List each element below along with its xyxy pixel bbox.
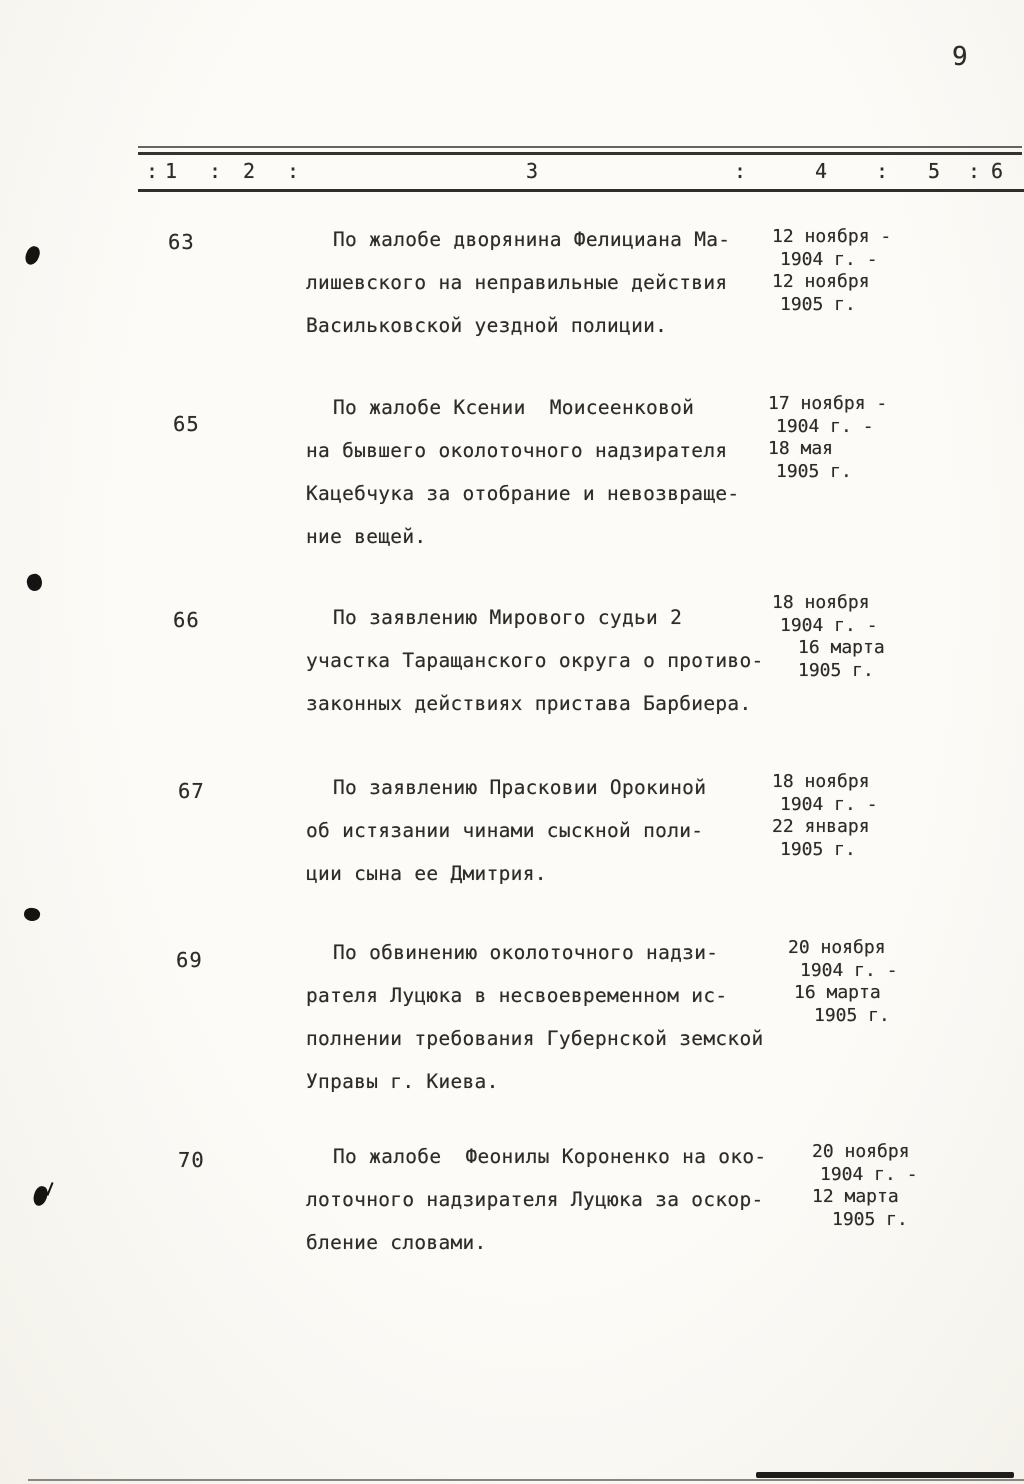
date-line: 1904 г. - [800, 959, 898, 981]
entry-dates [788, 937, 898, 1027]
header-rule-top-thin [138, 146, 1022, 148]
entry-text-line: По жалобе дворянина Фелициана Ма- [333, 228, 731, 251]
entry-text-line: Васильковской уездной полиции. [306, 314, 668, 337]
entry-text-line: ние вещей. [306, 525, 427, 548]
date-line: 1904 г. - [780, 248, 878, 270]
date-line: 18 ноября [772, 771, 870, 792]
date-line: 16 марта [794, 982, 881, 1003]
entry-dates [772, 226, 891, 316]
column-separator: : [734, 159, 747, 183]
entry-text-line: По заявлению Мирового судьи 2 [333, 606, 683, 629]
date-line: 1904 г. - [780, 614, 878, 636]
header-rule-bottom [138, 189, 1024, 192]
date-line: 16 марта [798, 637, 885, 658]
entry-number: 65 [173, 412, 200, 436]
entry-text [306, 931, 764, 1103]
date-line: 1905 г. [780, 293, 856, 315]
date-line: 18 ноября [772, 592, 870, 613]
ink-stroke [46, 1182, 53, 1196]
column-separator: : [209, 159, 222, 183]
entry-text-line: бление словами. [306, 1231, 487, 1254]
column-label-6: 6 [991, 159, 1004, 183]
date-line: 1904 г. - [780, 793, 878, 815]
entry-text-line: законных действиях пристава Барбиера. [306, 692, 752, 715]
bottom-rule-thin [28, 1479, 1024, 1481]
date-line: 17 ноября - [768, 393, 888, 414]
entry-text-line: Кацебчука за отобрание и невозвраще- [306, 482, 740, 505]
date-line: 22 января [772, 816, 870, 837]
entry-text-line: участка Таращанского округа о противо- [306, 649, 764, 672]
entry-text-line: ции сына ее Дмитрия. [306, 862, 547, 885]
entry-number: 66 [173, 608, 200, 632]
date-line: 1905 г. [814, 1004, 890, 1026]
date-line: 12 ноября [772, 271, 870, 292]
entry-dates [768, 393, 887, 483]
entry-text-line: лишевского на неправильные действия [306, 271, 728, 294]
ink-blot [32, 1185, 50, 1208]
column-separator: : [876, 159, 889, 183]
column-separator: : [287, 159, 300, 183]
date-line: 12 марта [812, 1186, 899, 1207]
entry-dates [772, 771, 878, 861]
column-label-5: 5 [928, 159, 941, 183]
date-line: 1904 г. - [820, 1163, 918, 1185]
entry-text-line: Управы г. Киева. [306, 1070, 499, 1093]
entry-text [306, 218, 730, 347]
entry-text-line: По обвинению околоточного надзи- [333, 941, 719, 964]
entry-number: 70 [178, 1148, 205, 1172]
entry-text-line: на бывшего околоточного надзирателя [306, 439, 728, 462]
date-line: 1905 г. [780, 838, 856, 860]
header-rule-top [138, 152, 1022, 155]
date-line: 1905 г. [776, 460, 852, 482]
entry-text [306, 1135, 766, 1264]
column-label-1: 1 [165, 159, 178, 183]
entry-dates [812, 1141, 918, 1231]
entry-number: 69 [176, 948, 203, 972]
entry-text-line: лоточного надзирателя Луцюка за оскор- [306, 1188, 764, 1211]
entry-text [306, 766, 706, 895]
entry-text-line: По жалобе Феонилы Короненко на око- [333, 1145, 767, 1168]
entry-text-line: полнении требования Губернской земской [306, 1027, 764, 1050]
entry-number: 67 [178, 779, 205, 803]
column-label-2: 2 [243, 159, 256, 183]
column-label-4: 4 [815, 159, 828, 183]
entry-text-line: об истязании чинами сыскной поли- [306, 819, 704, 842]
page-number: 9 [952, 42, 968, 72]
date-line: 12 ноября - [772, 226, 892, 247]
date-line: 1904 г. - [776, 415, 874, 437]
date-line: 1905 г. [832, 1208, 908, 1230]
column-label-3: 3 [526, 159, 539, 183]
bottom-rule-thick [756, 1472, 1014, 1478]
entry-dates [772, 592, 885, 682]
ink-blot [23, 244, 42, 266]
ink-blot [23, 907, 41, 923]
date-line: 1905 г. [798, 659, 874, 681]
column-separator: : [968, 159, 981, 183]
entry-text [306, 386, 739, 558]
date-line: 18 мая [768, 438, 834, 459]
entry-number: 63 [168, 230, 195, 254]
ink-blot [25, 572, 44, 592]
column-separator: : [146, 159, 159, 183]
entry-text-line: По жалобе Ксении Моисеенковой [333, 396, 695, 419]
entry-text-line: рателя Луцюка в несвоевременном ис- [306, 984, 728, 1007]
date-line: 20 ноября [812, 1141, 910, 1162]
date-line: 20 ноября [788, 937, 886, 958]
entry-text-line: По заявлению Прасковии Орокиной [333, 776, 707, 799]
entry-text [306, 596, 764, 725]
